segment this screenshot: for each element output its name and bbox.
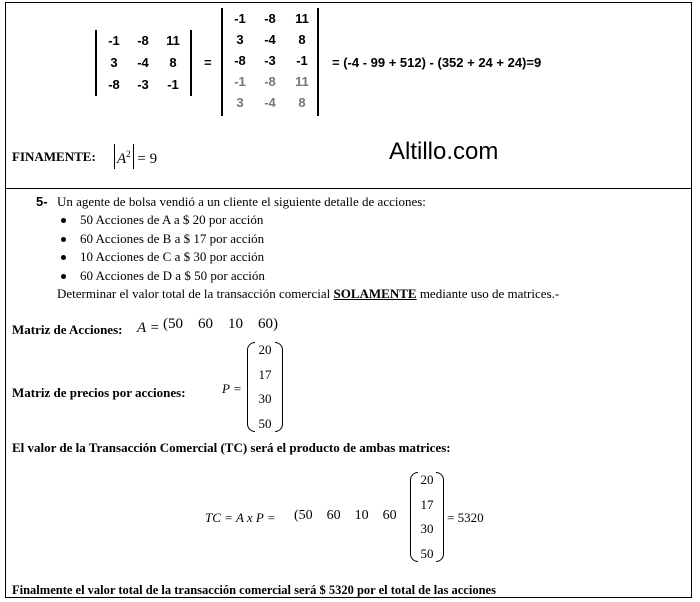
ext-cell: 3 (236, 95, 244, 110)
precios-label: Matriz de precios por acciones: (12, 385, 186, 400)
ext-cell: -4 (264, 95, 276, 110)
acciones-row: (50 60 10 60) (163, 316, 278, 332)
problem-intro: Un agente de bolsa vendió a un cliente el siguiente detalle de acciones: (57, 194, 426, 209)
watermark-logo: Altillo.com (389, 138, 499, 165)
tc-statement: El valor de la Transacción Comercial (TC) será el producto de ambas matrices: (12, 440, 451, 455)
tc-row: (50 60 10 60 (294, 508, 397, 523)
section-divider (5, 188, 692, 189)
precios-expr: P = (222, 381, 242, 396)
ext-cell: -8 (264, 74, 276, 89)
ext-cell: -4 (264, 32, 276, 47)
list-item: 60 Acciones de B a $ 17 por acción (80, 231, 265, 246)
det-left-bar (95, 30, 97, 96)
equals-sign: = (204, 55, 212, 70)
det-cell: -8 (137, 33, 149, 48)
conclusion: Finalmente el valor total de la transacción comercial será $ 5320 por el total de las acciones (12, 583, 496, 597)
tc-result: = 5320 (447, 510, 484, 525)
det-cell: -4 (137, 55, 149, 70)
final-label: FINAMENTE: (12, 149, 96, 164)
ext-cell: -1 (234, 74, 246, 89)
det-right-bar (190, 30, 192, 96)
tc-column: 20 17 30 50 (410, 472, 444, 562)
ext-cell: -3 (264, 53, 276, 68)
det-cell: 8 (169, 55, 177, 70)
det-cell: 11 (166, 33, 180, 48)
det-cell: -8 (108, 77, 120, 92)
ext-cell: 8 (298, 95, 306, 110)
ext-cell: -1 (234, 11, 246, 26)
ext-cell: -8 (264, 11, 276, 26)
list-item: 60 Acciones de D a $ 50 por acción (80, 268, 265, 283)
bullet-icon (61, 274, 66, 279)
ext-cell: -8 (234, 53, 246, 68)
tc-expr: TC = A x P = (205, 510, 276, 525)
ext-cell: 3 (236, 32, 244, 47)
det-cell: -3 (137, 77, 149, 92)
det-cell: 3 (110, 55, 118, 70)
list-item: 10 Acciones de C a $ 30 por acción (80, 249, 265, 264)
task-statement: Determinar el valor total de la transacción comercial SOLAMENTE mediante uso de matrices.- (57, 286, 560, 301)
problem-number: 5- (36, 194, 48, 209)
bullet-icon (61, 237, 66, 242)
ext-cell: 11 (295, 11, 309, 26)
acciones-expr: A = (137, 320, 160, 336)
sarrus-result: = (-4 - 99 + 512) - (352 + 24 + 24)=9 (332, 55, 542, 70)
acciones-label: Matriz de Acciones: (12, 322, 123, 337)
bullet-icon (61, 255, 66, 260)
ext-left-bar (221, 8, 223, 116)
list-item: 50 Acciones de A a $ 20 por acción (80, 212, 264, 227)
precios-matrix: 20 17 30 50 (247, 342, 283, 432)
det-cell: -1 (108, 33, 120, 48)
ext-cell: 11 (295, 74, 309, 89)
extended-matrix (226, 11, 318, 110)
ext-cell: -1 (296, 53, 308, 68)
final-expression: $A^2 = 9$ (114, 144, 157, 169)
det-cell: -1 (167, 77, 179, 92)
ext-cell: 8 (298, 32, 306, 47)
determinant-matrix (100, 33, 188, 92)
bullet-icon (61, 218, 66, 223)
